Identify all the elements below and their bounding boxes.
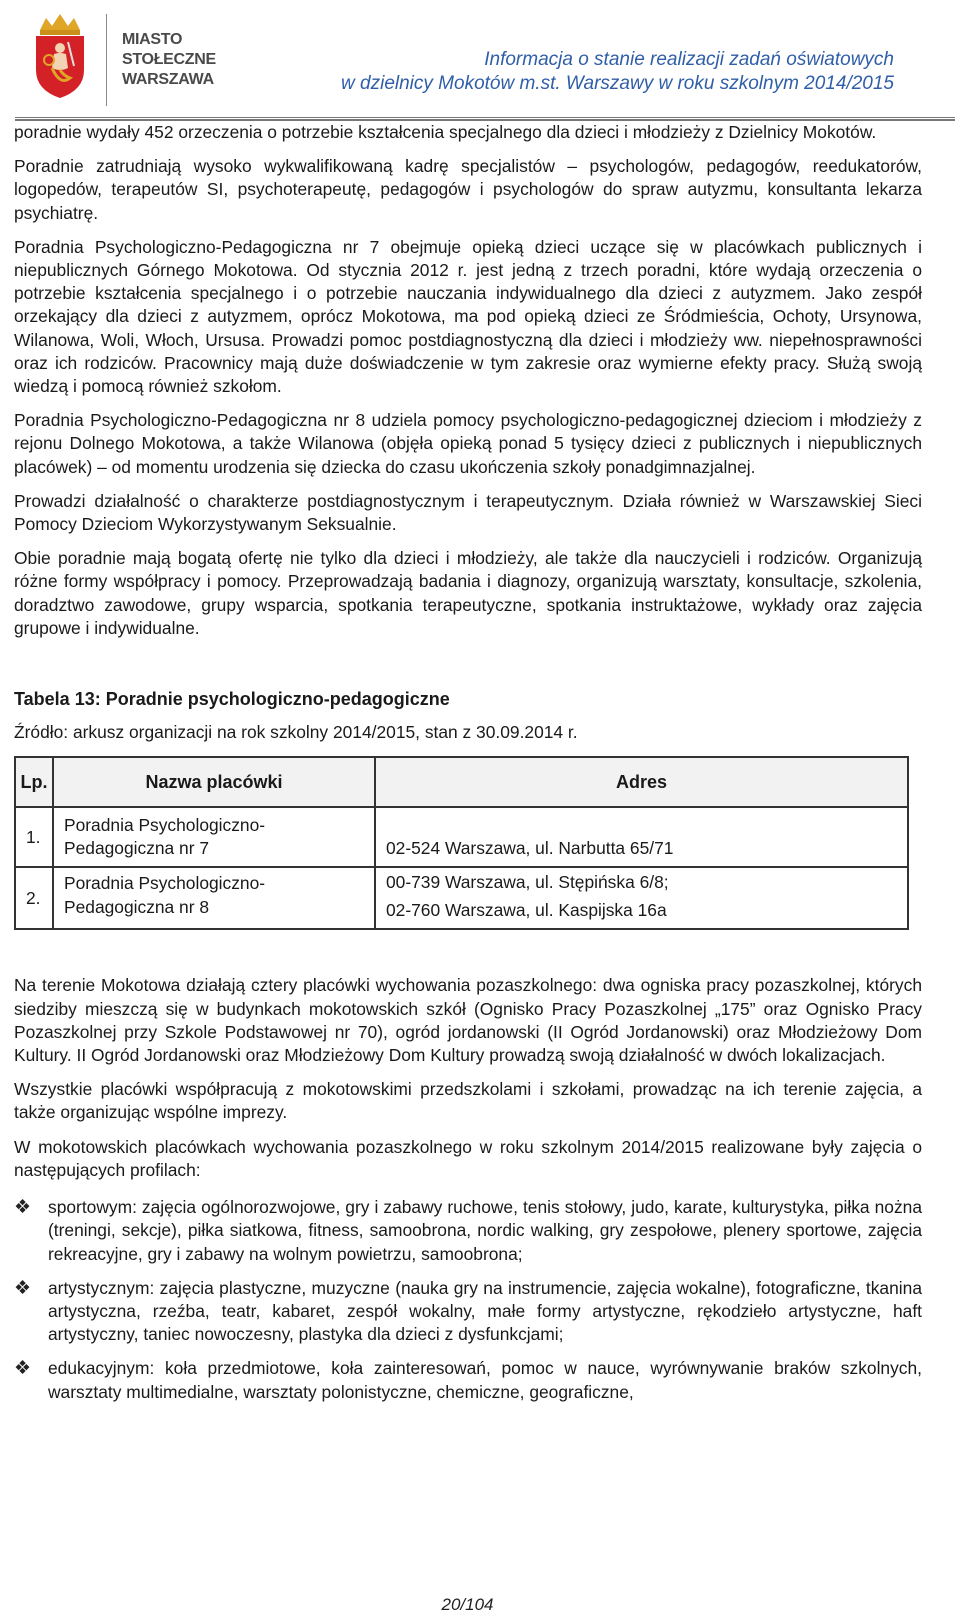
column-header-lp: Lp. xyxy=(15,757,53,807)
header-title-line: w dzielnicy Mokotów m.st. Warszawy w roku szkolnym 2014/2015 xyxy=(341,73,894,94)
cell-address xyxy=(375,807,908,867)
name-line: Poradnia Psychologiczno- xyxy=(64,873,266,894)
address-line: 00-739 Warszawa, ul. Stępińska 6/8; xyxy=(386,872,669,893)
paragraph: W mokotowskich placówkach wychowania pozaszkolnego w roku szkolnym 2014/2015 realizowane były zajęcia o następujących profilach: xyxy=(14,1136,922,1180)
table-row xyxy=(15,867,908,929)
paragraph: poradnie wydały 452 orzeczenia o potrzebie kształcenia specjalnego dla dzieci i młodzieży z Dzielnicy Mokotów. xyxy=(14,122,877,142)
paragraph: Na terenie Mokotowa działają cztery placówki wychowania pozaszkolnego: dwa ogniska pracy pozaszkolnej, których siedziby mieszczą się w budynkach mokotowskich szkół (Ognisko Pracy Pozaszkolnej „175” oraz Ognisko Pracy Pozaszkolnej przy Szkole Podstawowej nr 70), ogród jordanowski (II Ogród Jordanowski) oraz Młodzieżowy Dom Kultury. II Ogród Jordanowski oraz Młodzieżowy Dom Kultury prowadzą swoją działalność w dwóch lokalizacjach. xyxy=(14,975,922,1066)
address-line: 02-524 Warszawa, ul. Narbutta 65/71 xyxy=(386,838,674,859)
address-line: 02-760 Warszawa, ul. Kaspijska 16a xyxy=(386,900,667,921)
column-header-address: Adres xyxy=(375,757,908,807)
name-line: Poradnia Psychologiczno- xyxy=(64,815,266,836)
cell-lp: 2. xyxy=(15,867,53,929)
paragraph: Poradnia Psychologiczno-Pedagogiczna nr 7 obejmuje opieką dzieci uczące się w placówkach publicznych i niepublicznych Górnego Mokotowa. Od stycznia 2012 r. jest jedną z trzech poradni, które wydają orzeczenia o potrzebie kształcenia specjalnego i o potrzebie nauczania indywidualnego dla dzieci z autyzmem. Jako zespół orzekający dla dzieci z autyzmem, oprócz Mokotowa, ma pod opieką dzieci ze Śródmieścia, Ochoty, Ursynowa, Wilanowa, Woli, Włoch, Ursusa. Prowadzi pomoc postdiagnostyczną dla dzieci i młodzieży ww. niepełnosprawności oraz ich rodziców. Pracownicy mają duże doświadczenie w tym zakresie oraz wymierne efekty pracy. Służą swoją wiedzą i pomocą również szkołom. xyxy=(14,236,922,397)
name-line: Pedagogiczna nr 8 xyxy=(64,896,210,917)
cell-lp: 1. xyxy=(15,807,53,867)
cell-name xyxy=(53,867,375,929)
warsaw-coat-of-arms-icon xyxy=(30,12,90,98)
logo-line: STOŁECZNE xyxy=(122,51,216,68)
facilities-table xyxy=(14,756,909,930)
cell-address xyxy=(375,867,908,929)
logo-text xyxy=(122,30,216,90)
diamond-bullet-icon: ❖ xyxy=(14,1358,32,1380)
diamond-bullet-icon: ❖ xyxy=(14,1277,32,1299)
header-title xyxy=(341,48,894,96)
paragraph: Poradnie zatrudniają wysoko wykwalifikowaną kadrę specjalistów – psychologów, pedagogów, reedukatorów, logopedów, terapeutów SI, psychoterapeutę, pedagogów i psychologów do spraw autyzmu, konsultanta lekarza psychiatrę. xyxy=(14,156,922,223)
profile-list xyxy=(14,1196,922,1404)
table-source: Źródło: arkusz organizacji na rok szkolny 2014/2015, stan z 30.09.2014 r. xyxy=(14,722,578,743)
list-item-text: artystycznym: zajęcia plastyczne, muzyczne (nauka gry na instrumencie, zajęcia wokalne), fotograficzne, tkanina artystyczna, rzeźba, teatr, kabaret, zespół wokalny, małe formy artystyczne, rękodzieło artystyczne, haft artystyczny, taniec nowoczesny, plastyka dla dzieci z dysfunkcjami; xyxy=(48,1277,922,1345)
list-item-text: edukacyjnym: koła przedmiotowe, koła zainteresowań, pomoc w nauce, wyrównywanie braków szkolnych, warsztaty multimedialne, warsztaty polonistyczne, chemiczne, geograficzne, xyxy=(48,1358,922,1402)
page-header xyxy=(0,0,960,115)
paragraph: Wszystkie placówki współpracują z mokotowskimi przedszkolami i szkołami, prowadząc na ich terenie zajęcia, a także organizując wspólne imprezy. xyxy=(14,1079,922,1123)
paragraph: Poradnia Psychologiczno-Pedagogiczna nr 8 udziela pomocy psychologiczno-pedagogicznej dzieciom i młodzieży z rejonu Dolnego Mokotowa, a także Wilanowa (objęła opieką ponad 5 tysięcy dzieci z publicznych i niepublicznych placówek) – od momentu urodzenia się dziecka do czasu ukończenia szkoły ponadgimnazjalnej. xyxy=(14,410,922,477)
table-caption: Tabela 13: Poradnie psychologiczno-pedagogiczne xyxy=(14,689,450,710)
document-body xyxy=(14,121,922,1415)
list-item xyxy=(14,1196,922,1266)
list-item xyxy=(14,1357,922,1403)
header-title-line: Informacja o stanie realizacji zadań oświatowych xyxy=(484,49,894,70)
paragraph: Obie poradnie mają bogatą ofertę nie tylko dla dzieci i młodzieży, ale także dla nauczycieli i rodziców. Organizują różne formy współpracy i pomocy. Przeprowadzają badania i diagnozy, organizują warsztaty, konsultacje, szkolenia, doradztwo zawodowe, grupy wsparcia, spotkania terapeutyczne, spotkania instruktażowe, wykłady oraz zajęcia grupowe i indywidualne. xyxy=(14,548,922,638)
list-item-text: sportowym: zajęcia ogólnorozwojowe, gry i zabawy ruchowe, tenis stołowy, judo, karate, kulturystyka, piłka nożna (treningi, sekcje), piłka siatkowa, fitness, samoobrona, nordic walking, gry zespołowe, plenery sportowe, zajęcia rekreacyjne, gry i zabawy na wolnym powietrzu, samoobrona; xyxy=(48,1197,922,1264)
cell-name xyxy=(53,807,375,867)
logo-divider xyxy=(106,14,107,106)
diamond-bullet-icon: ❖ xyxy=(14,1197,32,1219)
page-number: 20/104 xyxy=(441,1595,494,1614)
name-line: Pedagogiczna nr 7 xyxy=(64,838,210,859)
paragraph: Prowadzi działalność o charakterze postdiagnostycznym i terapeutycznym. Działa również w Warszawskiej Sieci Pomocy Dzieciom Wykorzystywanym Seksualnie. xyxy=(14,490,922,535)
column-header-name: Nazwa placówki xyxy=(53,757,375,807)
table-row xyxy=(15,807,908,867)
logo-line: WARSZAWA xyxy=(122,71,214,88)
logo-line: MIASTO xyxy=(122,31,183,48)
list-item xyxy=(14,1277,922,1347)
